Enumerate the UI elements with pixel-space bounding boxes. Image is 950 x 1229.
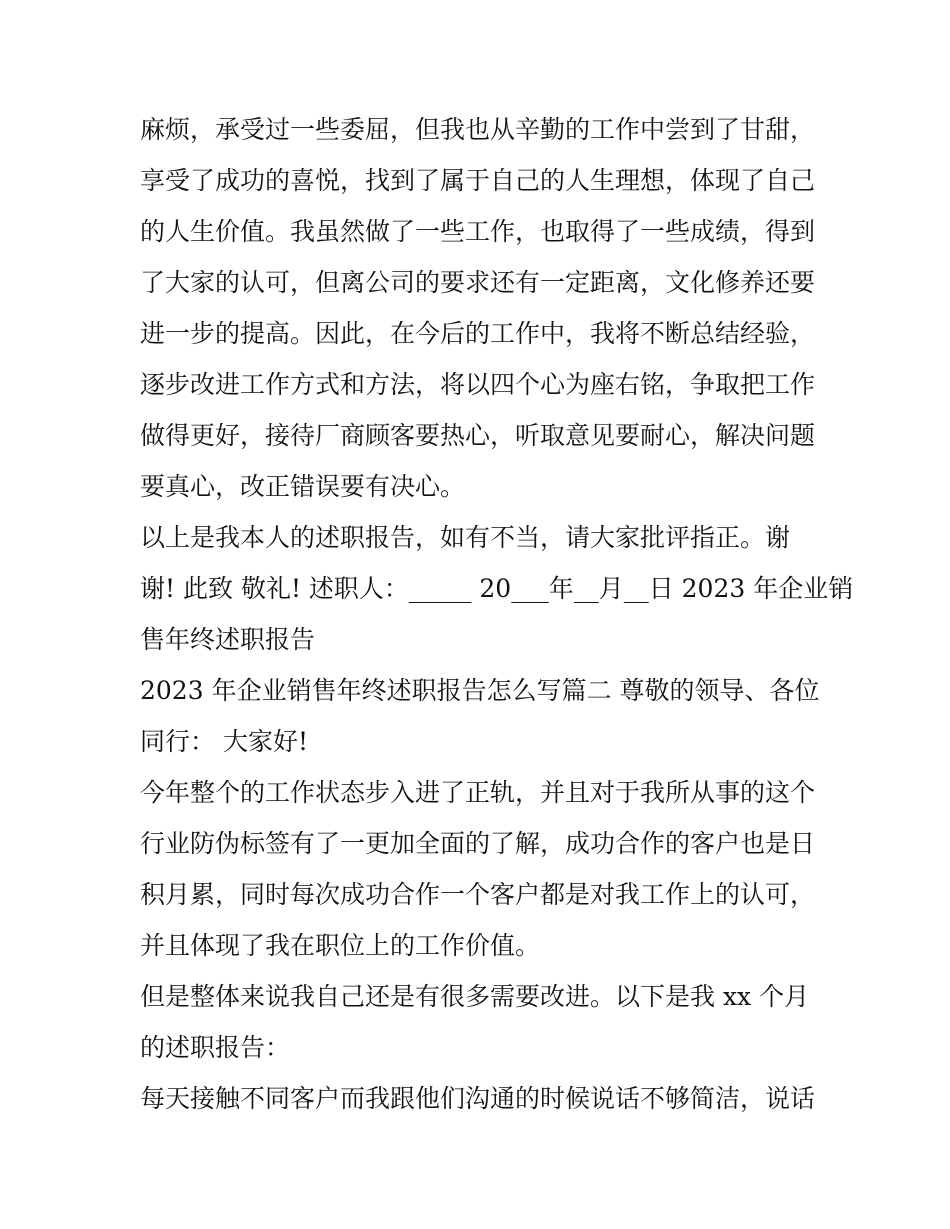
text-line: 售年终述职报告 [140, 625, 316, 654]
document-body [140, 104, 854, 1124]
text-line: 的人生价值。我虽然做了一些工作，也取得了一些成绩，得到 [140, 217, 816, 246]
text-line: 以上是我本人的述职报告，如有不当，请大家批评指正。谢 [140, 523, 791, 552]
text-line: 每天接触不同客户而我跟他们沟通的时候说话不够简洁，说话 [140, 1084, 816, 1113]
text-line: 进一步的提高。因此，在今后的工作中，我将不断总结经验， [140, 319, 816, 348]
text-line: 逐步改进工作方式和方法，将以四个心为座右铭，争取把工作 [140, 370, 816, 399]
text-line: 但是整体来说我自己还是有很多需要改进。以下是我 xx 个月 [140, 982, 810, 1011]
text-line: 了大家的认可，但离公司的要求还有一定距离，文化修养还要 [140, 268, 816, 297]
text-line: 同行： 大家好! [140, 727, 308, 756]
text-line: 的述职报告： [140, 1033, 291, 1062]
text-line: 做得更好，接待厂商顾客要热心，听取意见要耐心，解决问题 [140, 421, 816, 450]
text-line: 积月累，同时每次成功合作一个客户都是对我工作上的认可， [140, 880, 816, 909]
text-line: 享受了成功的喜悦，找到了属于自己的人生理想，体现了自己 [140, 166, 816, 195]
text-line: 谢! 此致 敬礼! 述职人：_____ 20___年__月__日 2023 年企业销 [140, 574, 854, 603]
text-line: 2023 年企业销售年终述职报告怎么写篇二 尊敬的领导、各位 [140, 676, 820, 705]
text-line: 行业防伪标签有了一更加全面的了解，成功合作的客户也是日 [140, 829, 816, 858]
text-line: 麻烦，承受过一些委屈，但我也从辛勤的工作中尝到了甘甜， [140, 115, 816, 144]
text-line: 要真心，改正错误要有决心。 [140, 472, 466, 501]
text-line: 并且体现了我在职位上的工作价值。 [140, 931, 541, 960]
text-line: 今年整个的工作状态步入进了正轨，并且对于我所从事的这个 [140, 778, 816, 807]
